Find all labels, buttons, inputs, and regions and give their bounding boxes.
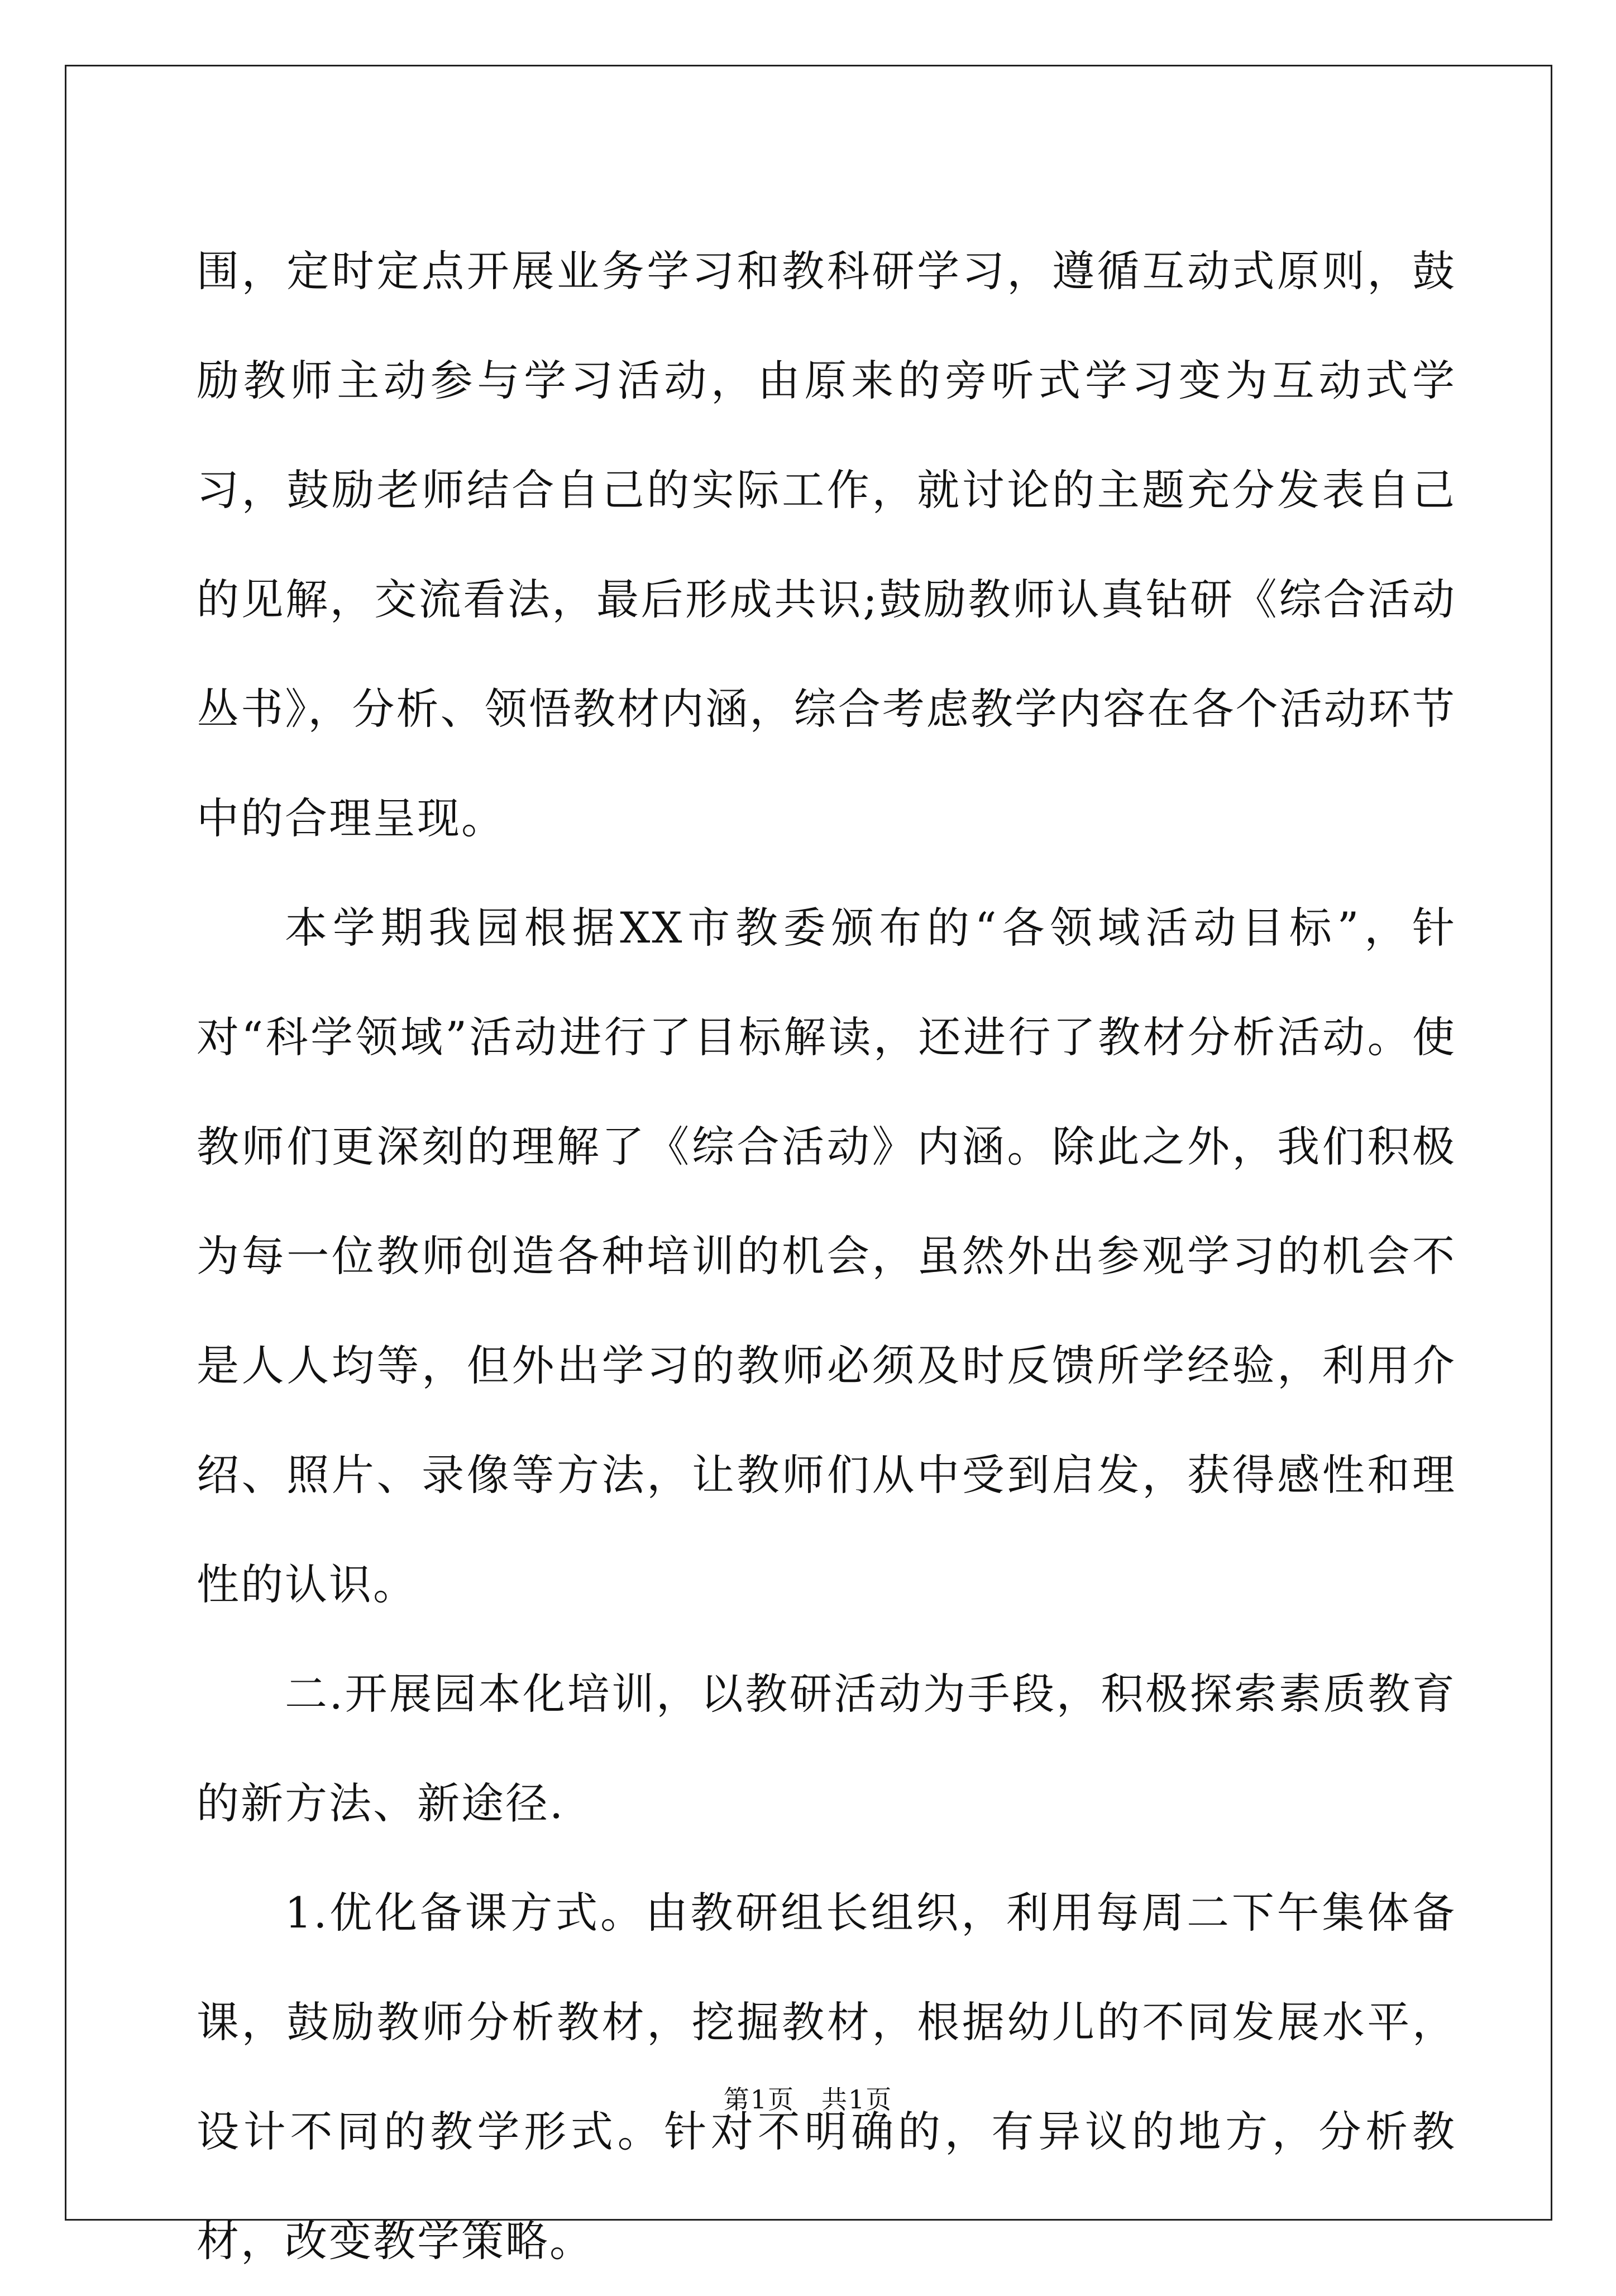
paragraph-training-goals: 本学期我园根据XX市教委颁布的“各领域活动目标”，针对“科学领域”活动进行了目标解读，还进行了教材分析活动。使教师们更深刻的理解了《综合活动》内涵。除此之外，我们积极为每一位教师创造各种培训的机会，虽然外出参观学习的机会不是人人均等，但外出学习的教师必须及时反馈所学经验，利用介绍、照片、录像等方法，让教师们从中受到启发，获得感性和理性的认识。	[197, 903, 1456, 1609]
document-body	[197, 217, 1456, 2296]
paragraph-continuation: 围，定时定点开展业务学习和教科研学习，遵循互动式原则，鼓励教师主动参与学习活动，由原来的旁听式学习变为互动式学习，鼓励老师结合自己的实际工作，就讨论的主题充分发表自己的见解，交流看法，最后形成共识;鼓励教师认真钻研《综合活动丛书》，分析、领悟教材内涵，综合考虑教学内容在各个活动环节中的合理呈现。	[197, 246, 1456, 843]
paragraph-lesson-prep: 1.优化备课方式。由教研组长组织，利用每周二下午集体备课，鼓励教师分析教材，挖掘教材，根据幼儿的不同发展水平，设计不同的教学形式。针对不明确的，有异议的地方，分析教材，改变教学策略。	[197, 1888, 1456, 2266]
page-number-total: 共1页	[821, 2084, 893, 2115]
section-heading-2: 二.开展园本化培训，以教研活动为手段，积极探索素质教育的新方法、新途径.	[197, 1669, 1456, 1828]
page-number-current: 第1页	[723, 2084, 795, 2115]
page-footer	[0, 2083, 1616, 2116]
